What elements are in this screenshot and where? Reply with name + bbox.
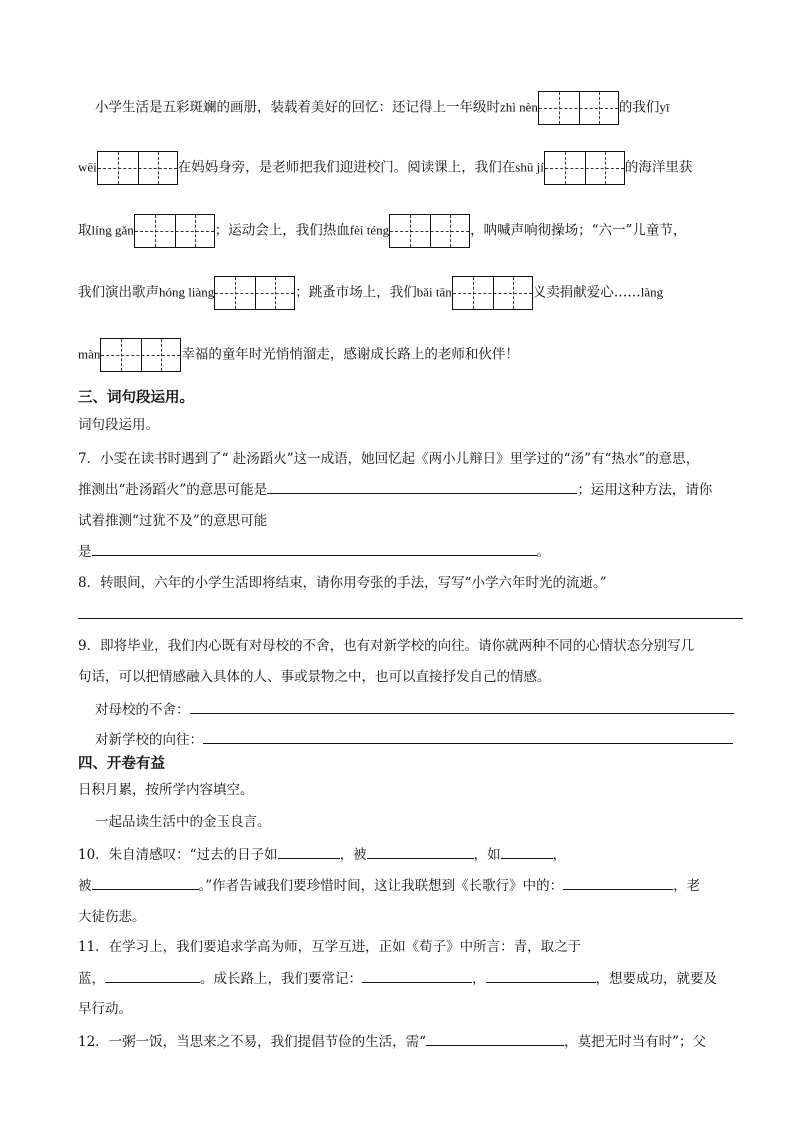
q12-line-1 [78,1030,706,1050]
section-4-intro-2: 一起品读生活中的金玉良言。 [95,814,271,830]
text: 的海洋里获 [624,159,693,176]
text: 的我们 [618,99,660,116]
answer-blank[interactable] [203,729,733,744]
q7-line-4 [78,540,550,560]
pinyin: zhì nèn [500,99,538,115]
text: 小学生活是五彩斑斓的画册，装载着美好的回忆：还记得上一年级时 [95,99,500,116]
answer-blank[interactable] [362,968,472,983]
answer-blank[interactable] [190,699,734,714]
char-box-baitan[interactable] [452,276,533,310]
q11-line-3: 早行动。 [78,1001,132,1017]
paragraph-line-2 [78,151,692,185]
pinyin: líng gǎn [91,222,134,238]
pinyin: yī [659,99,670,115]
text: ，被 [339,847,367,863]
text: 义卖捐献爱心…… [532,284,641,301]
char-box-linggan[interactable] [134,214,215,248]
label: 对新学校的向往： [95,732,203,748]
paragraph-line-5 [78,338,519,372]
text: 12．一粥一饭，当思来之不易，我们提倡节俭的生活，需“ [78,1034,427,1050]
q8-line-1: 8．转眼间，六年的小学生活即将结束，请你用夸张的手法，写写“小学六年时光的流逝。” [78,575,607,591]
char-box-hongliang[interactable] [214,276,295,310]
text: 蓝， [78,971,105,987]
q7-line-1: 7．小雯在读书时遇到了“ 赴汤蹈火”这一成语，她回忆起《两小儿辩日》里学过的“汤”有“热水”的意思， [78,451,700,467]
char-box-shuji[interactable] [544,151,625,185]
text: ，老 [673,878,701,894]
q10-line-3: 大徒伤悲。 [78,909,146,925]
answer-blank[interactable] [267,479,577,494]
pinyin: wēi [78,159,97,175]
answer-blank[interactable] [563,875,673,890]
text: 我们演出歌声 [78,284,159,301]
q11-line-2 [78,967,717,987]
pinyin: hóng liàng [159,284,215,300]
q10-line-1 [78,843,566,863]
pinyin: fèi téng [349,222,390,238]
section-3-subtitle: 词句段运用。 [78,417,159,433]
answer-blank[interactable] [92,875,199,890]
text: ，想要成功，就要及 [595,971,717,987]
answer-blank[interactable] [486,968,596,983]
q9-answer-1 [95,698,734,718]
text: 推测出“赴汤蹈火”的意思可能是 [78,482,268,498]
text: 在妈妈身旁，是老师把我们迎进校门。阅读课上，我们在 [177,159,516,176]
text: 幸福的童年时光悄悄溜走，感谢成长路上的老师和伙伴！ [181,346,519,363]
answer-blank[interactable] [367,844,474,859]
q9-line-2: 句话，可以把情感融入具体的人、事或景物之中，也可以直接抒发自己的情感。 [78,669,551,685]
q7-line-2 [78,478,712,498]
text: ；运动会上，我们热血 [214,222,350,239]
pinyin: làng [640,284,664,300]
text: ， [552,847,567,863]
answer-blank[interactable] [278,844,340,859]
q10-line-2 [78,874,700,894]
q9-answer-2 [95,728,733,748]
text: 被 [78,878,92,894]
q11-line-1: 11．在学习上，我们要追求学高为师，互学互进，正如《荀子》中所言：青，取之于 [78,939,582,955]
paragraph-line-1 [95,91,670,125]
text: ；跳蚤市场上，我们 [295,284,417,301]
paragraph-line-4 [78,276,663,310]
text: ，如 [473,847,501,863]
text: ，呐喊声响彻操场；“六一”儿童节， [470,222,687,239]
char-box-langman[interactable] [100,338,181,372]
char-box-zhinen[interactable] [538,91,619,125]
label: 对母校的不舍： [95,702,190,718]
answer-blank[interactable] [426,1031,564,1046]
text: 取 [78,222,92,239]
text: 。成长路上，我们要常记： [200,971,362,987]
section-3-title: 三、词句段运用。 [78,390,194,406]
char-box-feiteng[interactable] [389,214,470,248]
text: 。 [536,544,550,560]
text: ，莫把无时当有时”；父 [564,1034,706,1050]
q9-line-1: 9．即将毕业，我们内心既有对母校的不舍，也有对新学校的向往。请你就两种不同的心情状态分别写几 [78,638,695,654]
text: 10．朱自清感叹：“过去的日子如 [78,847,278,863]
pinyin: bǎi tān [416,284,452,300]
answer-blank[interactable] [92,541,537,556]
section-4-intro: 日积月累，按所学内容填空。 [78,782,254,798]
text: ， [472,971,486,987]
answer-blank[interactable] [501,844,553,859]
text: 。”作者告诫我们要珍惜时间，这让我联想到《长歌行》中的： [198,878,564,894]
text: 是 [78,544,92,560]
char-box-yiwei[interactable] [97,151,178,185]
answer-blank[interactable] [105,968,200,983]
paragraph-line-3 [78,214,686,248]
q7-line-3: 试着推测“过犹不及”的意思可能 [78,513,268,529]
pinyin: màn [78,346,101,362]
pinyin: shū jí [515,159,544,175]
text: ；运用这种方法，请你 [577,482,713,498]
q8-answer-line[interactable] [78,618,743,619]
section-4-title: 四、开卷有益 [78,756,165,772]
